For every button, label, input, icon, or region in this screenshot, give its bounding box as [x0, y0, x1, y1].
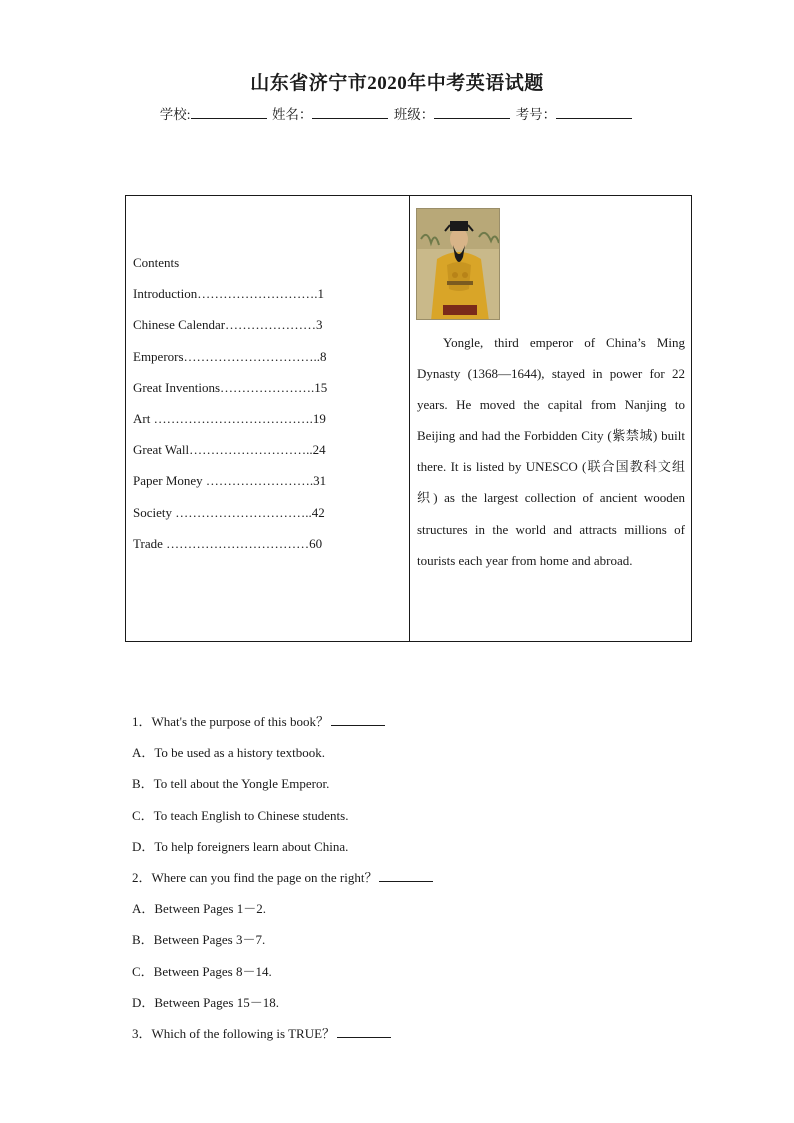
reading-material-box: [125, 195, 692, 642]
question-list: [132, 710, 692, 1053]
student-info-line: [0, 103, 794, 123]
class-blank[interactable]: [434, 106, 510, 119]
answer-blank[interactable]: [337, 1025, 391, 1038]
emperor-portrait-image: [416, 208, 500, 320]
option-c: C．To teach English to Chinese students.: [132, 807, 349, 823]
question-stem: [132, 866, 692, 897]
question-stem: [132, 710, 692, 741]
answer-blank[interactable]: [379, 869, 433, 882]
contents-item: Society …………………………..42: [133, 504, 325, 520]
passage-text: Yongle, third emperor of China’s Ming Dynasty (1368—1644), stayed in power for 22 years. He moved the capital from Nanjing to Beijing and had the Forbidden City (紫禁城) built there. It is listed by UNESCO (联合国教科文组织) as the largest collection of ancient wooden structures in the world and attracts millions of tourists each year from home and abroad.: [417, 335, 685, 568]
option-a: A．Between Pages 1－2.: [132, 901, 266, 917]
option-c: C．Between Pages 8－14.: [132, 963, 272, 979]
exam-number-label: 考号：: [515, 107, 557, 122]
option-d: D．Between Pages 15－18.: [132, 994, 279, 1010]
school-blank[interactable]: [191, 106, 267, 119]
class-label: 班级：: [393, 107, 435, 122]
contents-item: Great Inventions………………….15: [133, 379, 328, 395]
school-label: 学校:: [159, 107, 191, 122]
contents-item: Introduction……………………….1: [133, 286, 325, 302]
contents-item: Trade ……………………………60: [133, 535, 323, 551]
contents-item: Great Wall………………………..24: [133, 442, 326, 458]
name-label: 姓名：: [271, 107, 313, 122]
contents-heading: Contents: [133, 255, 180, 270]
option-a: A．To be used as a history textbook.: [132, 745, 325, 761]
contents-item: Paper Money …………………….31: [133, 473, 327, 489]
question-text: 2．Where can you find the page on the right？: [132, 869, 378, 885]
option-b: B．Between Pages 3－7.: [132, 932, 266, 948]
column-divider: [409, 196, 410, 641]
question-stem: [132, 1022, 692, 1053]
exam-number-blank[interactable]: [556, 106, 632, 119]
question-text: 1．What's the purpose of this book？: [132, 714, 329, 729]
question-text: 3．Which of the following is TRUE？: [132, 1025, 336, 1041]
option-b: B．To tell about the Yongle Emperor.: [132, 776, 330, 792]
exam-title: 山东省济宁市2020年中考英语试题: [250, 73, 544, 94]
contents-item: Chinese Calendar…………………3: [133, 317, 323, 333]
contents-item: Emperors…………………………..8: [133, 348, 327, 364]
contents-item: Art ……………………………….19: [133, 410, 326, 426]
contents-list: [133, 251, 403, 563]
answer-blank[interactable]: [331, 713, 385, 726]
option-d: D．To help foreigners learn about China.: [132, 838, 349, 854]
name-blank[interactable]: [312, 106, 388, 119]
